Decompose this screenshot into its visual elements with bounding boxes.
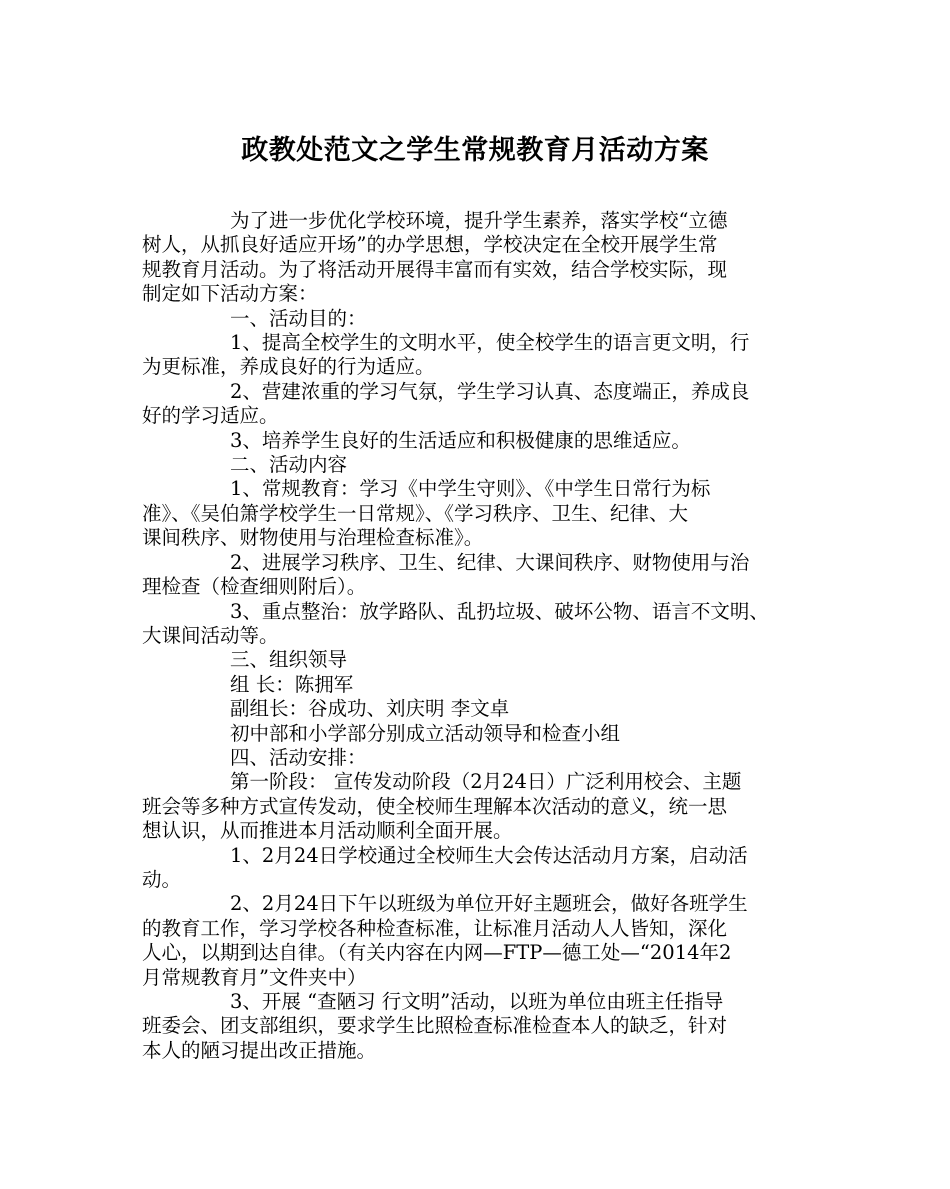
text-line: 动。 <box>142 867 182 891</box>
text-line: 规教育月活动。为了将活动开展得丰富而有实效，结合学校实际，现 <box>142 257 728 281</box>
text-line: 2、进展学习秩序、卫生、纪律、大课间秩序、财物使用与治 <box>230 550 750 574</box>
text-line: 一、活动目的： <box>230 306 367 330</box>
text-line: 第一阶段： 宣传发动阶段（2月24日）广泛利用校会、主题 <box>230 770 742 794</box>
text-line: 人心，以期到达自律。（有关内容在内网—FTP—德工处—“2014年2 <box>142 941 732 965</box>
text-line: 理检查（检查细则附后）。 <box>142 575 367 599</box>
text-line: 2、营建浓重的学习气氛，学生学习认真、态度端正，养成良 <box>230 379 750 403</box>
text-line: 副组长：谷成功、刘庆明 李文卓 <box>230 697 510 721</box>
text-line: 组 长：陈拥军 <box>230 672 354 696</box>
text-line: 本人的陋习提出改正措施。 <box>142 1038 377 1062</box>
text-line: 2、2月24日下午以班级为单位开好主题班会，做好各班学生 <box>230 892 748 916</box>
text-line: 树人，从抓良好适应开场”的办学思想，学校决定在全校开展学生常 <box>142 233 718 257</box>
text-line: 三、组织领导 <box>230 648 348 672</box>
text-line: 的教育工作，学习学校各种检查标准，让标准月活动人人皆知，深化 <box>142 916 728 940</box>
text-line: 好的学习适应。 <box>142 404 279 428</box>
text-line: 大课间活动等。 <box>142 623 279 647</box>
text-line: 制定如下活动方案： <box>142 282 318 306</box>
text-line: 3、重点整治：放学路队、乱扔垃圾、破坏公物、语言不文明、 <box>230 599 769 623</box>
text-line: 初中部和小学部分别成立活动领导和检查小组 <box>230 721 621 745</box>
text-line: 班委会、团支部组织，要求学生比照检查标准检查本人的缺乏，针对 <box>142 1014 728 1038</box>
text-line: 3、开展 “查陋习 行文明”活动，以班为单位由班主任指导 <box>230 990 724 1013</box>
text-line: 3、培养学生良好的生活适应和积极健康的思维适应。 <box>230 428 691 452</box>
text-line: 班会等多种方式宣传发动，使全校师生理解本次活动的意义，统一思 <box>142 794 728 818</box>
text-line: 月常规教育月”文件夹中） <box>142 965 367 989</box>
text-line: 课间秩序、财物使用与治理检查标准》。 <box>142 526 484 550</box>
document-title: 政教处范文之学生常规教育月活动方案 <box>241 135 709 166</box>
text-line: 四、活动安排： <box>230 745 367 769</box>
text-line: 1、提高全校学生的文明水平，使全校学生的语言更文明，行 <box>230 331 750 355</box>
text-line: 1、2月24日学校通过全校师生大会传达活动月方案，启动活 <box>230 843 748 867</box>
text-line: 准》、《吴伯箫学校学生一日常规》、《学习秩序、卫生、纪律、大 <box>142 501 689 525</box>
text-line: 为更标准，养成良好的行为适应。 <box>142 355 435 379</box>
text-line: 想认识，从而推进本月活动顺利全面开展。 <box>142 819 513 843</box>
document-body <box>142 209 822 1063</box>
text-line: 1、常规教育：学习《中学生守则》、《中学生日常行为标 <box>230 477 711 501</box>
text-line: 二、活动内容 <box>230 453 348 477</box>
text-line: 为了进一步优化学校环境，提升学生素养，落实学校“立德 <box>230 209 728 232</box>
